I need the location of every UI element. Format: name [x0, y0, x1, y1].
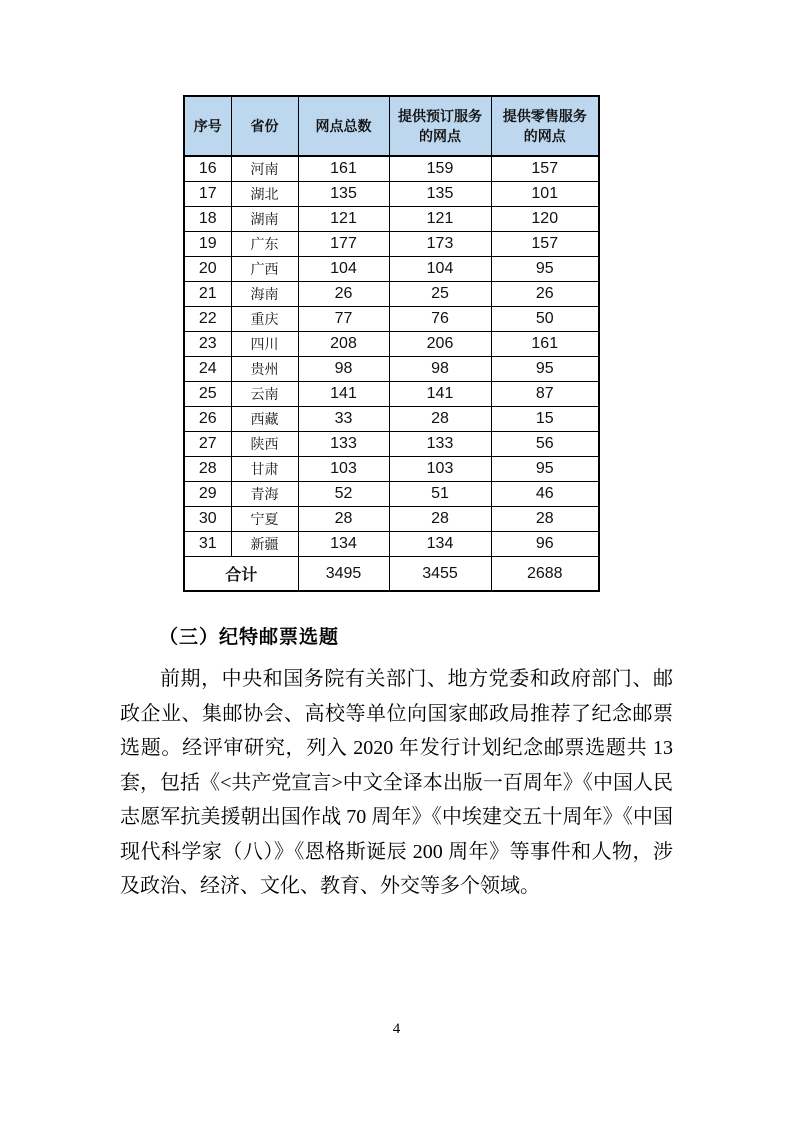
booking-outlets-sum: 3455	[389, 557, 491, 592]
retail-outlets-cell: 120	[491, 207, 599, 232]
retail-outlets-cell: 95	[491, 457, 599, 482]
province-cell: 陕西	[231, 432, 298, 457]
retail-outlets-cell: 96	[491, 532, 599, 557]
table-total-row	[184, 557, 599, 592]
total-outlets-cell: 161	[298, 156, 389, 182]
total-outlets-cell: 103	[298, 457, 389, 482]
table-row	[184, 207, 599, 232]
seq-cell: 27	[184, 432, 231, 457]
total-row-label: 合计	[184, 557, 298, 592]
province-cell: 西藏	[231, 407, 298, 432]
outlets-stats-table	[183, 95, 600, 592]
table-row	[184, 407, 599, 432]
total-outlets-cell: 104	[298, 257, 389, 282]
table-row	[184, 257, 599, 282]
province-cell: 甘肃	[231, 457, 298, 482]
retail-outlets-cell: 157	[491, 232, 599, 257]
body-paragraph: 前期，中央和国务院有关部门、地方党委和政府部门、邮政企业、集邮协会、高校等单位向国家邮政局推荐了纪念邮票选题。经评审研究，列入 2020 年发行计划纪念邮票选题共 13 套，包括《<共产党宣言>中文全译本出版一百周年》《中国人民志愿军抗美援朝出国作战 70 周年》《中埃建交五十周年》《中国现代科学家（八）》《恩格斯诞辰 200 周年》等事件和人物，涉及政治、经济、文化、教育、外交等多个领域。	[120, 668, 673, 897]
seq-cell: 16	[184, 156, 231, 182]
table-row	[184, 307, 599, 332]
booking-outlets-cell: 25	[389, 282, 491, 307]
table-row	[184, 532, 599, 557]
table-row	[184, 482, 599, 507]
retail-outlets-cell: 87	[491, 382, 599, 407]
booking-outlets-cell: 135	[389, 182, 491, 207]
total-outlets-cell: 98	[298, 357, 389, 382]
booking-outlets-cell: 98	[389, 357, 491, 382]
seq-cell: 26	[184, 407, 231, 432]
province-cell: 青海	[231, 482, 298, 507]
section-heading: （三）纪特邮票选题	[159, 627, 340, 648]
seq-cell: 29	[184, 482, 231, 507]
col-header-province: 省份	[231, 96, 298, 156]
retail-outlets-cell: 26	[491, 282, 599, 307]
total-outlets-cell: 52	[298, 482, 389, 507]
table-body	[184, 156, 599, 557]
col-header-total-outlets: 网点总数	[298, 96, 389, 156]
table-header-row	[184, 96, 599, 156]
booking-outlets-cell: 28	[389, 407, 491, 432]
seq-cell: 23	[184, 332, 231, 357]
retail-outlets-cell: 157	[491, 156, 599, 182]
province-cell: 重庆	[231, 307, 298, 332]
table-row	[184, 432, 599, 457]
table-row	[184, 156, 599, 182]
retail-outlets-cell: 50	[491, 307, 599, 332]
booking-outlets-cell: 206	[389, 332, 491, 357]
booking-outlets-cell: 76	[389, 307, 491, 332]
total-outlets-cell: 33	[298, 407, 389, 432]
total-outlets-cell: 28	[298, 507, 389, 532]
table-row	[184, 232, 599, 257]
seq-cell: 25	[184, 382, 231, 407]
total-outlets-cell: 177	[298, 232, 389, 257]
booking-outlets-cell: 104	[389, 257, 491, 282]
province-cell: 海南	[231, 282, 298, 307]
province-cell: 广东	[231, 232, 298, 257]
province-cell: 湖北	[231, 182, 298, 207]
retail-outlets-cell: 56	[491, 432, 599, 457]
retail-outlets-sum: 2688	[491, 557, 599, 592]
retail-outlets-cell: 95	[491, 357, 599, 382]
table-row	[184, 382, 599, 407]
retail-outlets-cell: 15	[491, 407, 599, 432]
col-header-booking-outlets: 提供预订服务 的网点	[389, 96, 491, 156]
seq-cell: 24	[184, 357, 231, 382]
total-outlets-cell: 26	[298, 282, 389, 307]
retail-outlets-cell: 28	[491, 507, 599, 532]
total-outlets-cell: 121	[298, 207, 389, 232]
seq-cell: 21	[184, 282, 231, 307]
seq-cell: 17	[184, 182, 231, 207]
province-cell: 广西	[231, 257, 298, 282]
table-row	[184, 357, 599, 382]
province-cell: 湖南	[231, 207, 298, 232]
seq-cell: 30	[184, 507, 231, 532]
booking-outlets-cell: 159	[389, 156, 491, 182]
booking-outlets-cell: 28	[389, 507, 491, 532]
total-outlets-cell: 77	[298, 307, 389, 332]
total-outlets-cell: 133	[298, 432, 389, 457]
booking-outlets-cell: 133	[389, 432, 491, 457]
booking-outlets-cell: 134	[389, 532, 491, 557]
province-cell: 四川	[231, 332, 298, 357]
province-cell: 贵州	[231, 357, 298, 382]
seq-cell: 19	[184, 232, 231, 257]
province-cell: 云南	[231, 382, 298, 407]
seq-cell: 20	[184, 257, 231, 282]
booking-outlets-cell: 103	[389, 457, 491, 482]
table-row	[184, 282, 599, 307]
retail-outlets-cell: 101	[491, 182, 599, 207]
province-cell: 宁夏	[231, 507, 298, 532]
total-outlets-cell: 208	[298, 332, 389, 357]
retail-outlets-cell: 46	[491, 482, 599, 507]
retail-outlets-cell: 161	[491, 332, 599, 357]
seq-cell: 18	[184, 207, 231, 232]
booking-outlets-cell: 51	[389, 482, 491, 507]
table-row	[184, 507, 599, 532]
page-number: 4	[392, 1021, 401, 1037]
total-outlets-sum: 3495	[298, 557, 389, 592]
table-row	[184, 182, 599, 207]
province-cell: 河南	[231, 156, 298, 182]
col-header-retail-outlets: 提供零售服务 的网点	[491, 96, 599, 156]
booking-outlets-cell: 141	[389, 382, 491, 407]
total-outlets-cell: 135	[298, 182, 389, 207]
booking-outlets-cell: 121	[389, 207, 491, 232]
booking-outlets-cell: 173	[389, 232, 491, 257]
seq-cell: 31	[184, 532, 231, 557]
province-cell: 新疆	[231, 532, 298, 557]
table-row	[184, 332, 599, 357]
seq-cell: 28	[184, 457, 231, 482]
retail-outlets-cell: 95	[491, 257, 599, 282]
total-outlets-cell: 134	[298, 532, 389, 557]
table-row	[184, 457, 599, 482]
col-header-seq: 序号	[184, 96, 231, 156]
total-outlets-cell: 141	[298, 382, 389, 407]
seq-cell: 22	[184, 307, 231, 332]
